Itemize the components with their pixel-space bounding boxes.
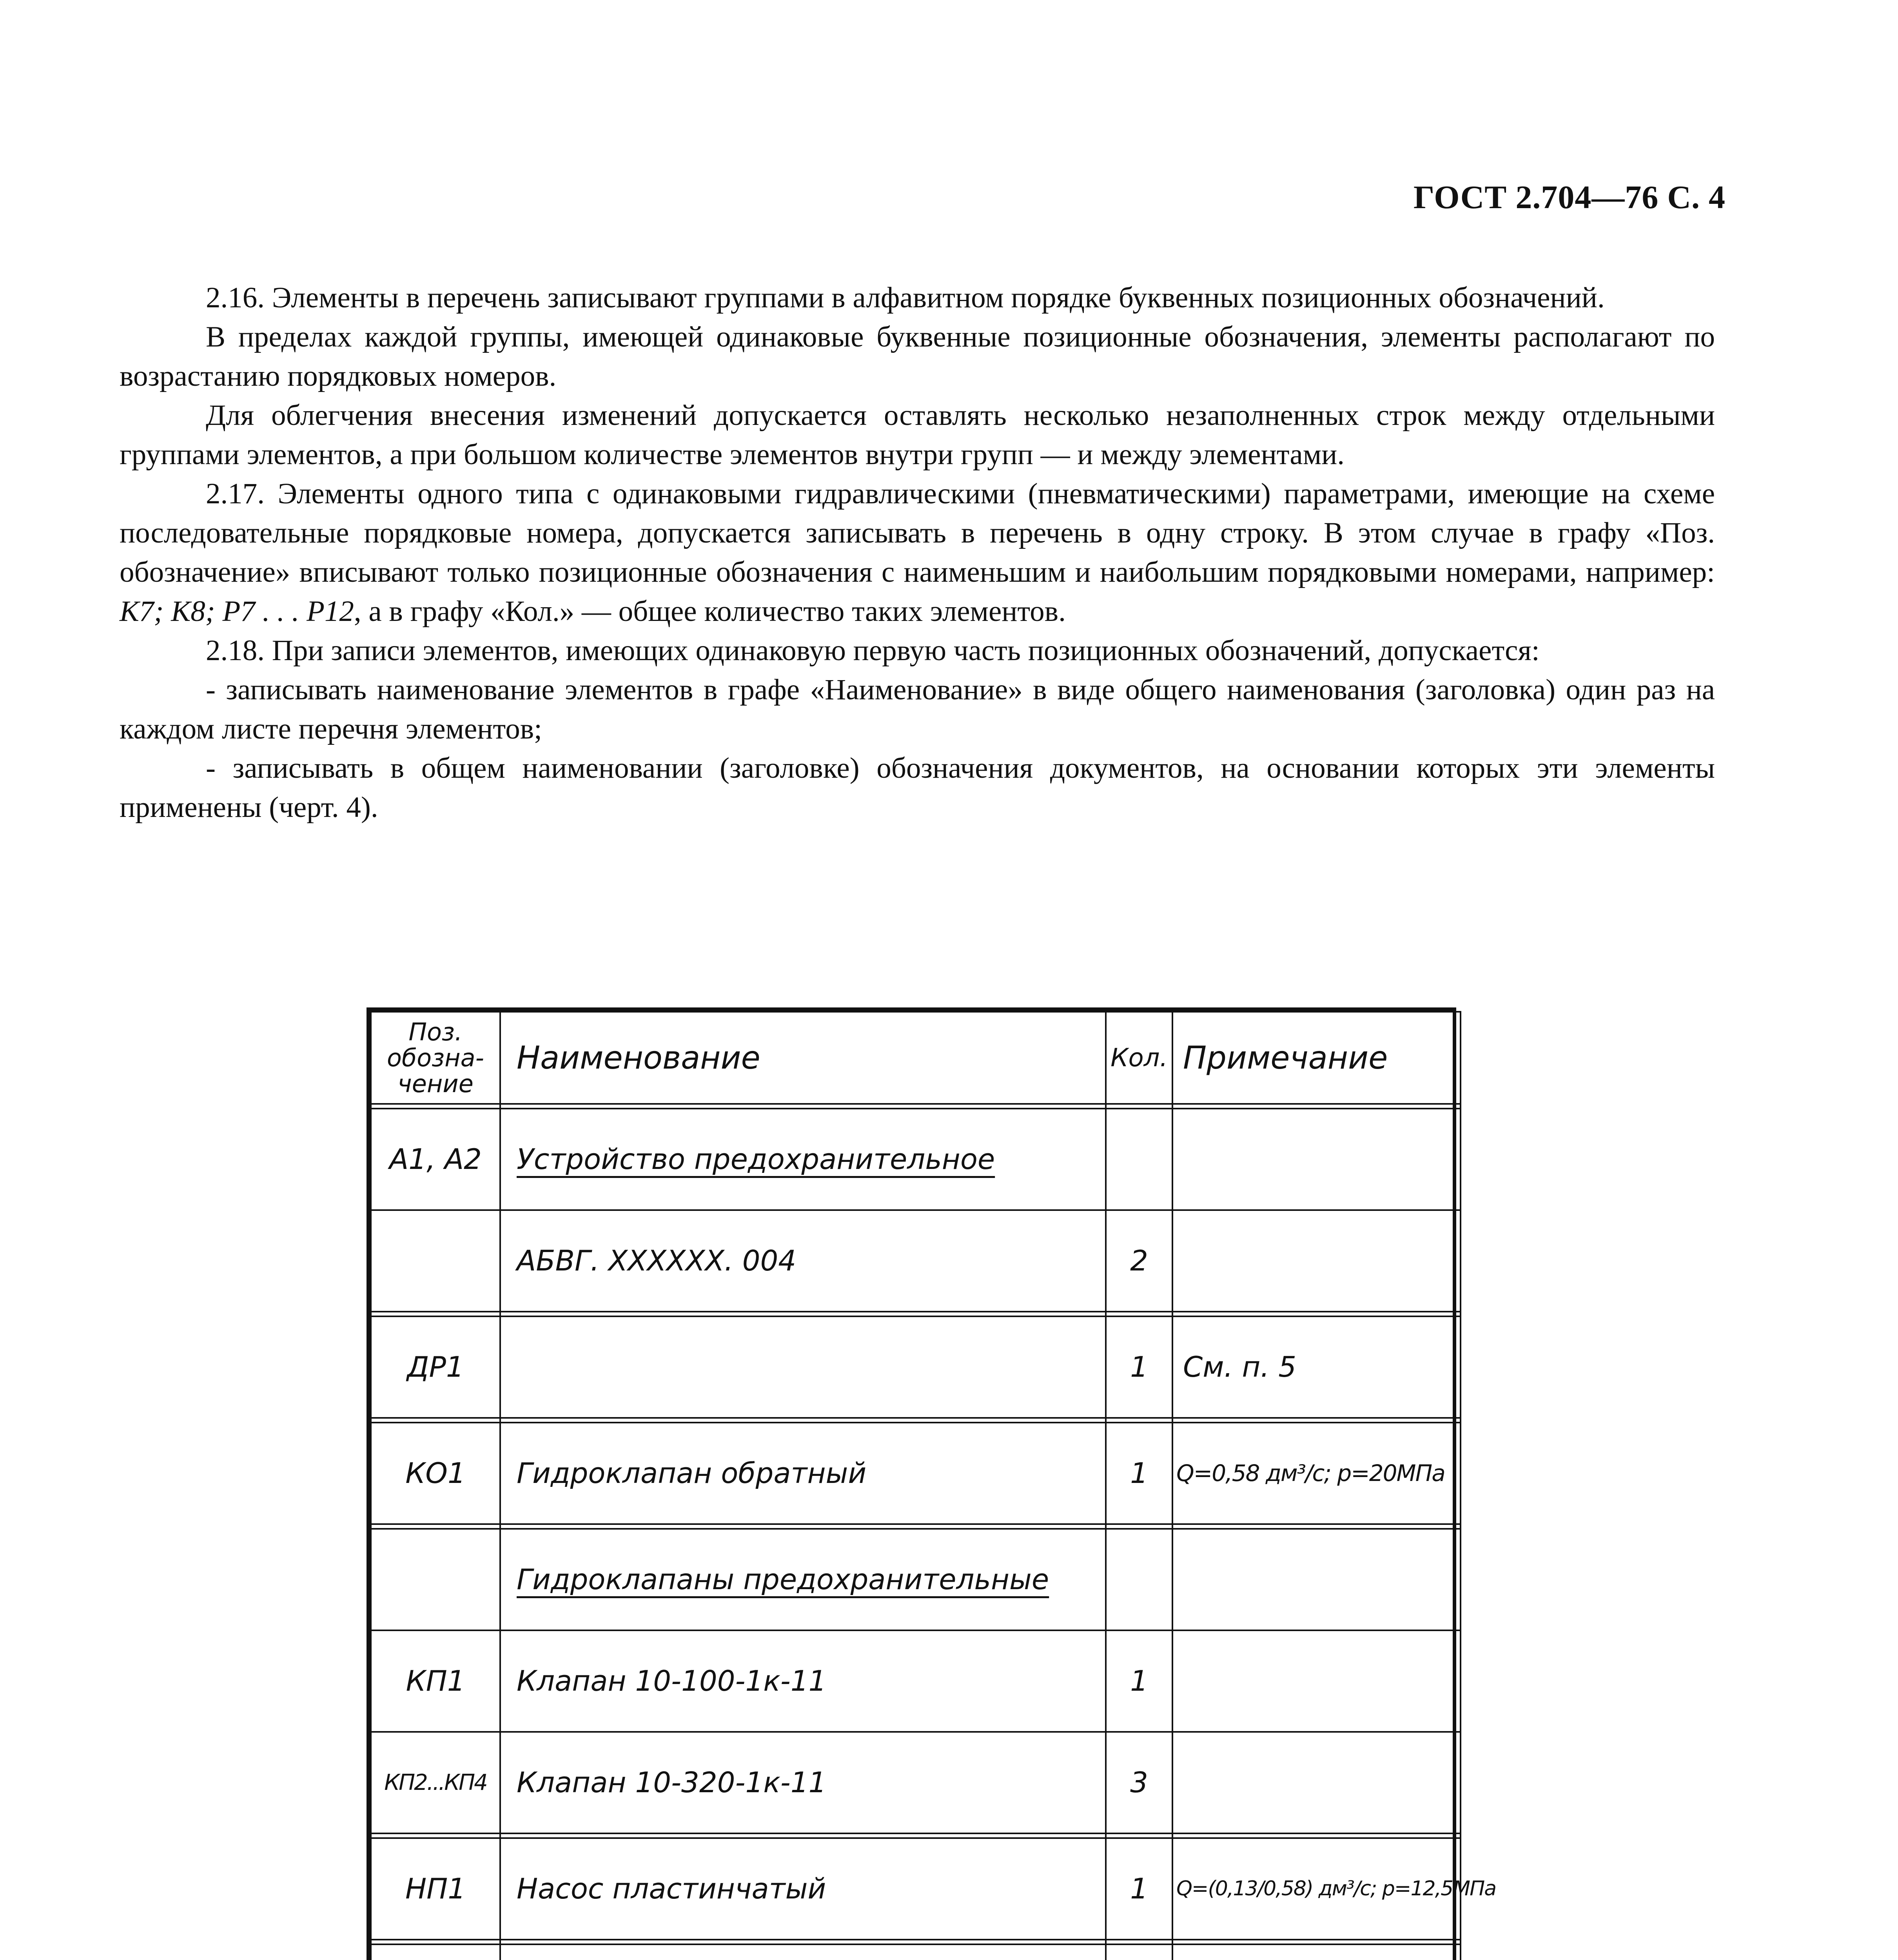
paragraph-2-17-example: K7; K8; P7 . . . P12	[120, 595, 354, 628]
header-name: Наименование	[500, 1012, 1106, 1104]
paragraph-2-16: 2.16. Элементы в перечень записывают группами в алфавитном порядке буквенных позиционных обозначений.	[206, 281, 1605, 314]
table-row: A1, A2 Устройство предохранительное	[371, 1109, 1461, 1210]
table-row	[371, 1418, 1461, 1423]
table-row	[371, 1529, 1461, 1630]
paragraph-dash-1: - записывать наименование элементов в графе «Наименование» в виде общего наименования (заголовка) один раз на каждом листе перечня элементов;	[120, 673, 1715, 745]
table-row: КП1 Клапан 10-100-1к-11 1	[371, 1630, 1461, 1732]
page-header: ГОСТ 2.704—76 С. 4	[1413, 179, 1726, 216]
table-row: АБВГ. XXXXXX. 004 2	[371, 1210, 1461, 1312]
group-heading-device: Устройство предохранительное	[517, 1143, 995, 1176]
figure-4	[367, 1007, 1496, 1960]
header-note: Примечание	[1172, 1012, 1461, 1104]
paragraph-2-17-end: , а в графу «Кол.» — общее количество таких элементов.	[354, 595, 1066, 628]
table-header-row	[371, 1012, 1461, 1104]
table-row: НП1 Насос пластинчатый 1 Q=(0,13/0,58) дм³/с; р=12,5МПа	[371, 1838, 1461, 1940]
table-row	[371, 1940, 1461, 1944]
table-row	[371, 1944, 1461, 1960]
body-text	[120, 278, 1715, 827]
paragraph-dash-2: - записывать в общем наименовании (заголовке) обозначения документов, на основании которых эти элементы применены (черт. 4).	[120, 752, 1715, 824]
table-row	[371, 1104, 1461, 1109]
paragraph-2-17	[120, 474, 1715, 631]
header-qty: Кол.	[1106, 1012, 1172, 1104]
element-list-table	[370, 1011, 1496, 1960]
group-heading-valves: Гидроклапаны предохранительные	[517, 1563, 1049, 1596]
paragraph-2-17-start: 2.17. Элементы одного типа с одинаковыми гидравлическими (пневматическими) параметрами, имеющие на схеме последовательные порядковые номера, допускается записывать в перечень в одну строку. В этом случае в графу «Поз. обозначение» вписывают только позиционные обозначения с наименьшим и наибольшим порядковыми номерами, например:	[120, 477, 1715, 588]
table-row: КО1 Гидроклапан обратный 1 Q=0,58 дм³/с; р=20МПа	[371, 1423, 1461, 1524]
table-row	[371, 1312, 1461, 1316]
table-row	[371, 1833, 1461, 1838]
header-pos: Поз. обозна- чение	[371, 1012, 500, 1104]
table-row	[371, 1524, 1461, 1529]
table-row: ДР1 1 См. п. 5	[371, 1316, 1461, 1418]
paragraph-group-order: В пределах каждой группы, имеющей одинаковые буквенные позиционные обозначения, элементы располагают по возрастанию порядковых номеров.	[120, 321, 1715, 392]
paragraph-empty-rows: Для облегчения внесения изменений допускается оставлять несколько незаполненных строк между отдельными группами элементов, а при большом количестве элементов внутри групп — и между элементами.	[120, 399, 1715, 471]
paragraph-2-18: 2.18. При записи элементов, имеющих одинаковую первую часть позиционных обозначений, допускается:	[206, 634, 1540, 667]
table-row: КП2...КП4 Клапан 10-320-1к-11 3	[371, 1732, 1461, 1833]
element-list-drawing	[367, 1007, 1496, 1960]
